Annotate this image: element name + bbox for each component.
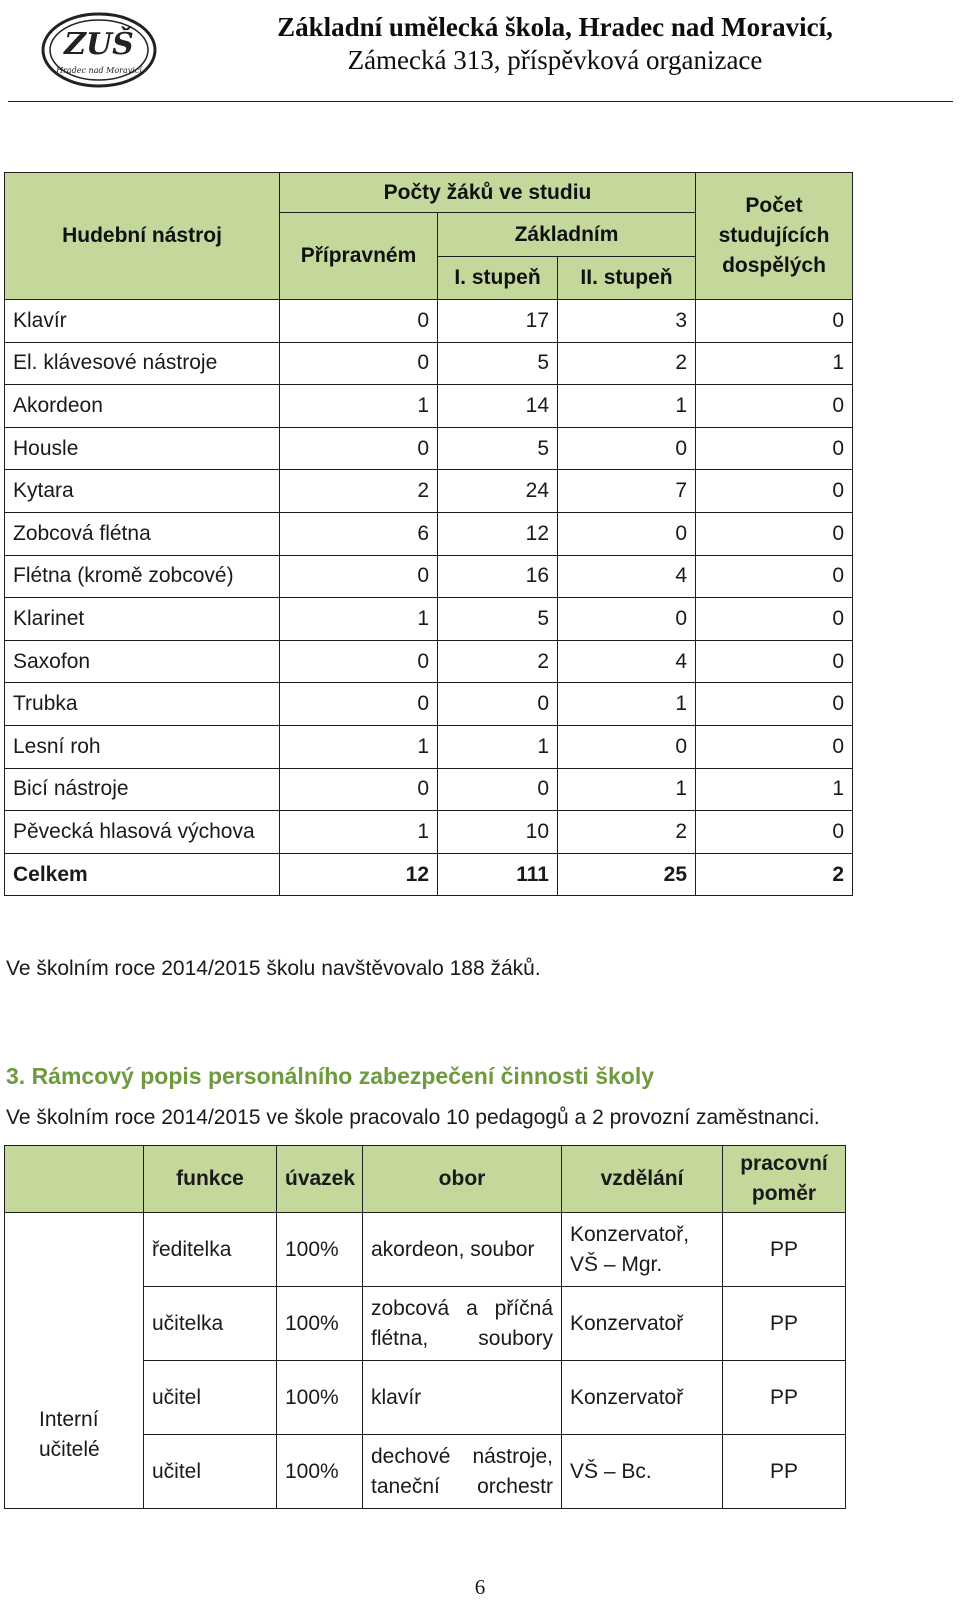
header-preparatory: Přípravném [280,213,438,300]
cell-l1: 24 [438,470,558,513]
header-employment: pracovní poměr [723,1146,846,1213]
cell-l1: 1 [438,725,558,768]
cell-field: klavír [363,1361,562,1435]
cell-name: Akordeon [5,385,280,428]
cell-name: Klavír [5,300,280,343]
group-label: Interní učitelé [5,1213,144,1509]
cell-l1: 5 [438,598,558,641]
cell-adult: 0 [696,512,853,555]
staff-summary: Ve školním roce 2014/2015 ve škole pracovalo 10 pedagogů a 2 provozní zaměstnanci. [6,1106,820,1129]
cell-prep: 2 [280,470,438,513]
table-row [5,342,853,385]
cell-education: Konzervatoř [562,1287,723,1361]
table-row [5,555,853,598]
staff-table-body [5,1213,846,1509]
cell-name: Saxofon [5,640,280,683]
header-basic: Základním [438,213,696,257]
cell-l2: 3 [558,300,696,343]
cell-adult: 0 [696,470,853,513]
cell-adult: 0 [696,427,853,470]
school-name: Základní umělecká škola, Hradec nad Moravicí, [277,12,833,42]
cell-l2: 1 [558,385,696,428]
header-load: úvazek [277,1146,363,1213]
table-row [5,512,853,555]
cell-l2: 4 [558,640,696,683]
staff-table [4,1145,846,1509]
cell-adult: 0 [696,683,853,726]
cell-l2: 1 [558,768,696,811]
cell-name: Trubka [5,683,280,726]
cell-name: Housle [5,427,280,470]
cell-adult: 0 [696,385,853,428]
school-logo [40,10,158,90]
cell-l2: 0 [558,512,696,555]
cell-name: Kytara [5,470,280,513]
students-summary: Ve školním roce 2014/2015 školu navštěvovalo 188 žáků. [6,957,541,980]
cell-adult: 0 [696,555,853,598]
cell-employment: PP [723,1435,846,1509]
cell-employment: PP [723,1213,846,1287]
header-instrument: Hudební nástroj [5,173,280,300]
cell-education: Konzervatoř, VŠ – Mgr. [562,1213,723,1287]
cell-l1: 10 [438,811,558,854]
total-row [5,853,853,896]
cell-l1: 111 [438,853,558,896]
table-row [5,725,853,768]
cell-adult: 0 [696,811,853,854]
cell-prep: 12 [280,853,438,896]
table-row [5,427,853,470]
cell-prep: 0 [280,555,438,598]
cell-name: Pěvecká hlasová výchova [5,811,280,854]
cell-name: Celkem [5,853,280,896]
cell-l1: 0 [438,768,558,811]
table-row [5,385,853,428]
cell-l1: 5 [438,342,558,385]
table-row [5,1213,846,1287]
cell-load: 100% [277,1213,363,1287]
cell-l2: 0 [558,598,696,641]
school-address: Zámecká 313, příspěvková organizace [347,45,763,75]
cell-l1: 16 [438,555,558,598]
cell-prep: 0 [280,300,438,343]
header-divider [8,101,953,102]
cell-l1: 14 [438,385,558,428]
cell-l2: 2 [558,811,696,854]
cell-prep: 6 [280,512,438,555]
cell-prep: 1 [280,385,438,428]
cell-prep: 0 [280,768,438,811]
table-row [5,470,853,513]
cell-adult: 0 [696,300,853,343]
cell-prep: 0 [280,683,438,726]
table-row [5,598,853,641]
logo-text: ZUŠ [64,27,134,62]
cell-l2: 0 [558,725,696,768]
table-row [5,683,853,726]
cell-name: Flétna (kromě zobcové) [5,555,280,598]
header-students-group: Počty žáků ve studiu [280,173,696,213]
header-education: vzdělání [562,1146,723,1213]
cell-employment: PP [723,1287,846,1361]
cell-name: Lesní roh [5,725,280,768]
cell-field: akordeon, soubor [363,1213,562,1287]
cell-l1: 5 [438,427,558,470]
table-row [5,768,853,811]
students-table-body [5,300,853,896]
cell-name: Zobcová flétna [5,512,280,555]
cell-education: VŠ – Bc. [562,1435,723,1509]
header-adults: Počet studujících dospělých [696,173,853,300]
header-function: funkce [144,1146,277,1213]
logo-subtext: Hradec nad Moravicí [56,66,142,75]
header-level2: II. stupeň [558,257,696,300]
table-row [5,300,853,343]
cell-load: 100% [277,1287,363,1361]
cell-education: Konzervatoř [562,1361,723,1435]
header-blank [5,1146,144,1213]
cell-prep: 1 [280,598,438,641]
cell-adult: 2 [696,853,853,896]
cell-function: ředitelka [144,1213,277,1287]
header-level1: I. stupeň [438,257,558,300]
cell-prep: 1 [280,725,438,768]
page-number: 6 [474,1575,486,1599]
cell-field: zobcová a příčná flétna, soubory [363,1287,562,1361]
cell-field: dechové nástroje, taneční orchestr [363,1435,562,1509]
cell-prep: 0 [280,342,438,385]
cell-l2: 7 [558,470,696,513]
cell-employment: PP [723,1361,846,1435]
cell-adult: 1 [696,342,853,385]
cell-prep: 0 [280,640,438,683]
cell-l2: 1 [558,683,696,726]
cell-l1: 12 [438,512,558,555]
cell-adult: 0 [696,640,853,683]
table-row [5,811,853,854]
table-row [5,640,853,683]
cell-function: učitel [144,1361,277,1435]
cell-name: El. klávesové nástroje [5,342,280,385]
header-field: obor [363,1146,562,1213]
cell-name: Klarinet [5,598,280,641]
cell-prep: 0 [280,427,438,470]
cell-adult: 0 [696,725,853,768]
cell-name: Bicí nástroje [5,768,280,811]
section-heading: 3. Rámcový popis personálního zabezpečení činnosti školy [6,1063,655,1089]
cell-adult: 0 [696,598,853,641]
students-table [4,172,853,896]
cell-adult: 1 [696,768,853,811]
cell-l1: 2 [438,640,558,683]
cell-l2: 4 [558,555,696,598]
cell-prep: 1 [280,811,438,854]
page-header [0,0,960,110]
cell-function: učitel [144,1435,277,1509]
cell-load: 100% [277,1361,363,1435]
cell-l1: 17 [438,300,558,343]
cell-function: učitelka [144,1287,277,1361]
cell-l2: 0 [558,427,696,470]
cell-l2: 2 [558,342,696,385]
cell-load: 100% [277,1435,363,1509]
cell-l1: 0 [438,683,558,726]
cell-l2: 25 [558,853,696,896]
